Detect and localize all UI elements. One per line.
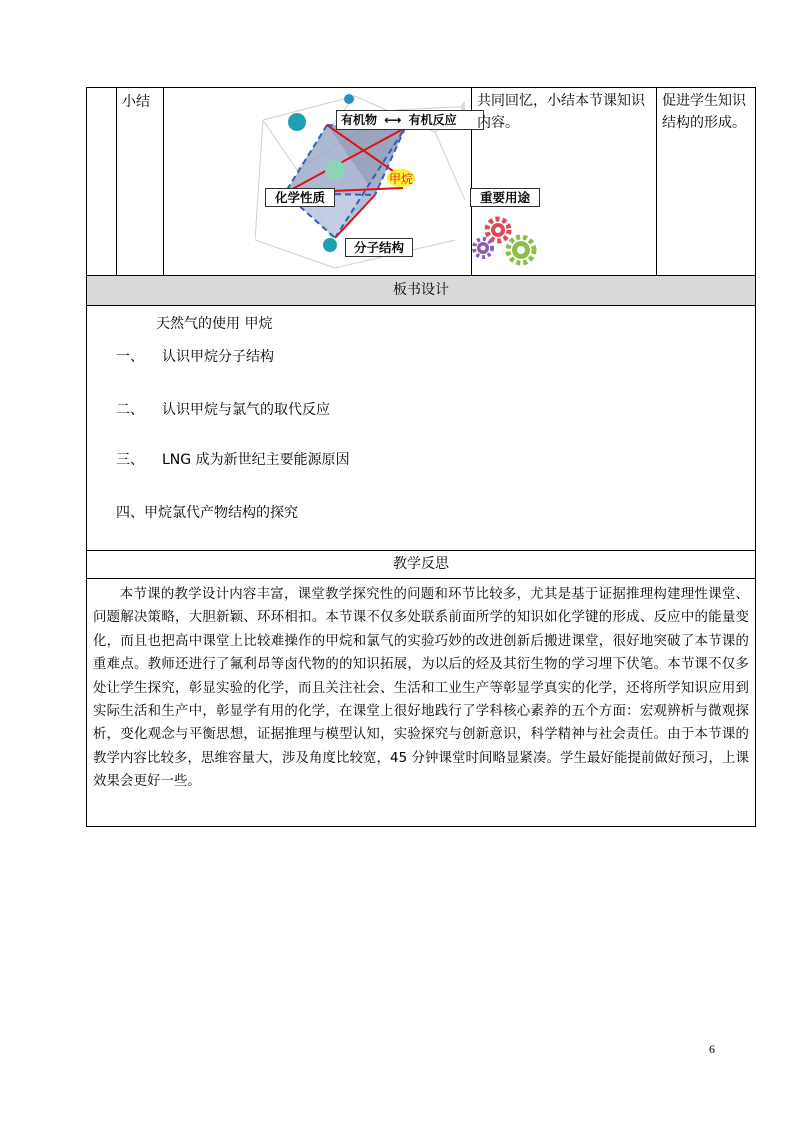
board-item-1: 一、 认识甲烷分子结构 [116, 349, 274, 365]
board-item-4: 四、甲烷氯代产物结构的探究 [116, 505, 298, 521]
board-header-row [87, 276, 755, 306]
lesson-table [86, 87, 756, 827]
left-label: 化学性质 [265, 188, 335, 207]
double-arrow-icon: ⟷ [384, 113, 402, 127]
top-label-box [336, 110, 484, 130]
top-left-label: 有机物 [341, 113, 378, 127]
reflection-text: 本节课的教学设计内容丰富，课堂教学探究性的问题和环节比较多，尤其是基于证据推理构建理性课堂、问题解决策略，大胆新颖、环环相扣。本节课不仅多处联系前面所学的知识如化学键的形成、反应中的能量变化，而且也把高中课堂上比较难操作的甲烷和氯气的实验巧妙的改进创新后搬进课堂，很好地突破了本节课的重难点。教师还进行了氟利昂等卤代物的的知识拓展，为以后的烃及其衍生物的学习埋下伏笔。本节课不仅多处让学生探究，彰显实验的化学，而且关注社会、生活和工业生产等彰显学真实的化学，还将所学知识应用到实际生活和生产中，彰显学有用的化学，在课堂上很好地践行了学科核心素养的五个方面：宏观辨析与微观探析，变化观念与平衡思想，证据推理与模型认知，实验探究与创新意识，科学精神与社会责任。由于本节课的教学内容比较多，思维容量大，涉及角度比较宽，45 分钟课堂时间略显紧凑。学生最好能提前做好预习，上课效果会更好一些。 [93, 587, 749, 790]
board-header: 板书设计 [393, 282, 449, 298]
knowledge-diagram [255, 90, 530, 274]
right-label: 重要用途 [470, 188, 540, 207]
center-label: 甲烷 [388, 172, 414, 186]
board-title: 天然气的使用 甲烷 [156, 316, 273, 332]
reflection-header: 教学反思 [393, 556, 449, 572]
summary-row [87, 88, 755, 276]
bottom-label: 分子结构 [345, 238, 413, 257]
board-item-2: 二、 认识甲烷与氯气的取代反应 [116, 402, 330, 418]
stage-label: 小结 [122, 94, 150, 110]
board-item-3: 三、 LNG 成为新世纪主要能源原因 [116, 452, 350, 468]
board-content-row [87, 306, 755, 551]
top-right-label: 有机反应 [408, 113, 457, 127]
design-intent: 促进学生知识结构的形成。 [662, 93, 746, 131]
bubble-icon [288, 113, 306, 131]
reflection-header-row [87, 551, 755, 579]
teacher-activity: 共同回忆，小结本节课知识内容。 [477, 93, 645, 131]
page-number: 6 [709, 1042, 715, 1056]
reflection-content-row [87, 579, 755, 826]
